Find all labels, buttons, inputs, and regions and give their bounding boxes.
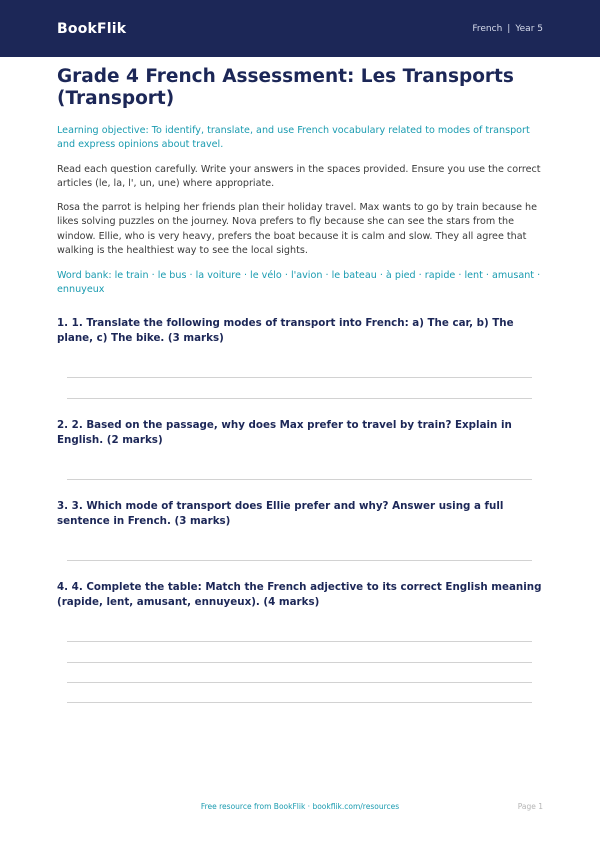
- question-block: [57, 418, 543, 480]
- page-title: Grade 4 French Assessment: Les Transports (Transport): [57, 66, 514, 109]
- top-bar: [0, 0, 600, 57]
- answer-lines: [67, 479, 532, 480]
- answer-line[interactable]: [67, 641, 532, 642]
- reading-passage: Rosa the parrot is helping her friends plan their holiday travel. Max wants to go by train because he likes solving puzzles on the journey. Nova prefers to fly because she can see the stars from the window. Ellie, who is very heavy, prefers the boat because it is calm and slow. They all agree that walking is the healthiest way to see the local sights.: [57, 201, 538, 257]
- answer-line[interactable]: [67, 560, 532, 561]
- question-text: 2. 2. Based on the passage, why does Max prefer to travel by train? Explain in English. (2 marks): [57, 419, 512, 446]
- answer-line[interactable]: [67, 682, 532, 683]
- question-block: [57, 580, 543, 703]
- answer-line[interactable]: [67, 398, 532, 399]
- subject-name: French: [472, 23, 503, 34]
- worksheet-content: [57, 66, 543, 703]
- answer-line[interactable]: [67, 479, 532, 480]
- year-label: Year 5: [515, 23, 543, 34]
- learning-objective: Learning objective: To identify, translate, and use French vocabulary related to modes of transport and express opinions about travel.: [57, 125, 530, 150]
- answer-line[interactable]: [67, 377, 532, 378]
- question-text: 1. 1. Translate the following modes of transport into French: a) The car, b) The plane, c) The bike. (3 marks): [57, 317, 514, 344]
- subject-label: [472, 24, 543, 34]
- footer-credit-link[interactable]: Free resource from BookFlik · bookflik.com/resources: [200, 802, 400, 811]
- question-block: [57, 316, 543, 399]
- answer-lines: [67, 560, 532, 561]
- question-text: 4. 4. Complete the table: Match the French adjective to its correct English meaning (rapide, lent, amusant, ennuyeux). (4 marks): [57, 581, 542, 608]
- subject-separator: |: [507, 23, 511, 34]
- answer-line[interactable]: [67, 662, 532, 663]
- answer-line[interactable]: [67, 702, 532, 703]
- question-text: 3. 3. Which mode of transport does Ellie prefer and why? Answer using a full sentence in French. (3 marks): [57, 500, 504, 527]
- page-footer: [0, 800, 600, 814]
- brand-logo: BookFlik: [57, 20, 127, 37]
- answer-lines: [67, 641, 532, 703]
- instructions-text: Read each question carefully. Write your answers in the spaces provided. Ensure you use the correct articles (le, la, l', un, une) where appropriate.: [57, 164, 541, 190]
- page-number: Page 1: [517, 802, 543, 811]
- word-bank: Word bank: le train · le bus · la voiture · le vélo · l'avion · le bateau · à pied · rapide · lent · amusant · ennuyeux: [57, 270, 541, 296]
- answer-lines: [67, 377, 532, 399]
- question-block: [57, 499, 543, 561]
